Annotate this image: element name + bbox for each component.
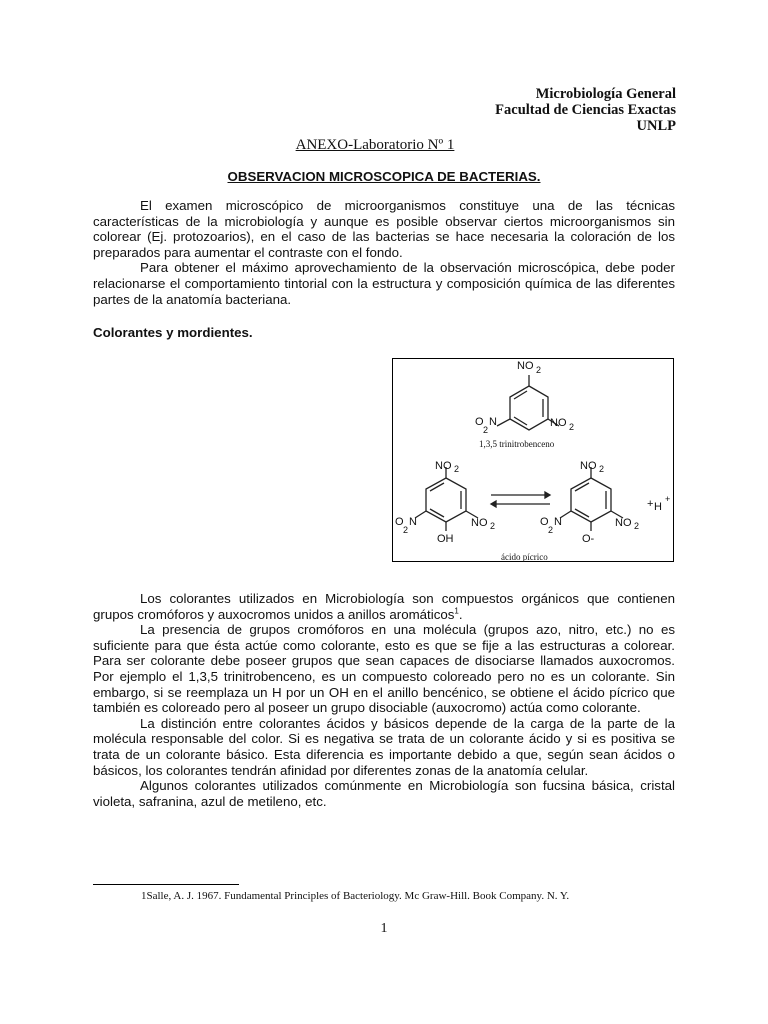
- body-paragraph-4: Algunos colorantes utilizados comúnmente en Microbiología son fucsina básica, cristal violeta, safranina, azul de metileno, etc.: [93, 778, 675, 809]
- top-right-no2-label: NO: [550, 417, 567, 429]
- svg-text:2: 2: [454, 464, 460, 474]
- svg-text:O: O: [395, 516, 404, 528]
- o-minus-label: O-: [582, 533, 595, 545]
- svg-text:2: 2: [490, 521, 496, 531]
- body-paragraph-3: La distinción entre colorantes ácidos y básicos depende de la carga de la parte de la molécula responsable del color. Si es negativa se trata de un colorante ácido y si es positiva se trata de un colorante básico. Esta diferencia es importante debido a que, según sean ácidos o básicos, los colorantes tendrán afinidad por diferentes zonas de la anatomía celular.: [93, 715, 675, 778]
- plus-sign: +: [647, 498, 654, 510]
- benzene-ring-right: [571, 478, 611, 522]
- svg-text:O: O: [540, 516, 549, 528]
- document-header: [495, 86, 676, 134]
- right-top-no2: NO: [580, 460, 597, 472]
- intro-paragraph-1: El examen microscópico de microorganismos constituye una de las técnicas características de la microbiología y aunque es posible observar ciertos microorganismos sin colorear (Ej. protozoarios), en el caso de las bacterias se hace necesaria la coloración de los preparados para aumentar el contraste con el fondo.: [93, 198, 675, 260]
- top-left-o: O: [475, 416, 484, 428]
- header-faculty: Facultad de Ciencias Exactas: [495, 102, 676, 118]
- header-course: Microbiología General: [535, 86, 676, 102]
- svg-text:2: 2: [599, 464, 605, 474]
- svg-text:N: N: [554, 516, 562, 528]
- body-paragraph-2: La presencia de grupos cromóforos en una molécula (grupos azo, nitro, etc.) no es suficiente para que ésta actúe como colorante, esto es que se fije a las estructuras a colorear. Para ser colorante debe poseer grupos que sean capaces de disociarse llamados auxocromos. Por ejemplo el 1,3,5 trinitrobenceno, es un compuesto coloreado pero no es un colorante. Sin embargo, si se reemplaza un H por un OH en el anillo bencénico, se obtiene el ácido pícrico que también es coloreado pero al poseer un grupo disociable (auxocromo) actúa como colorante.: [93, 622, 675, 716]
- h-label: H: [654, 501, 662, 513]
- equilibrium-arrows: [491, 492, 550, 507]
- top-no2-label: NO: [517, 360, 534, 372]
- footnote: 1Salle, A. J. 1967. Fundamental Principles of Bacteriology. Mc Graw-Hill. Book Company. N. Y.: [141, 890, 570, 902]
- annex-label: ANEXO-Laboratorio Nº 1: [295, 137, 455, 153]
- svg-text:N: N: [489, 416, 497, 428]
- left-right-no2: NO: [471, 517, 488, 529]
- intro-paragraph-2: Para obtener el máximo aprovechamiento de la observación microscópica, debe poder relacionarse el comportamiento tintorial con la estructura y composición química de las diferentes partes de la anatomía bacteriana.: [93, 260, 675, 307]
- svg-text:2: 2: [536, 365, 542, 375]
- annex-heading: [0, 137, 768, 154]
- svg-text:2: 2: [548, 525, 554, 535]
- body-paragraph-1: Los colorantes utilizados en Microbiología son compuestos orgánicos que contienen grupos cromóforos y auxocromos unidos a anillos aromáticos$^1$.: [93, 591, 675, 622]
- body-section: [93, 591, 675, 809]
- page-number: 1: [380, 921, 388, 936]
- intro-section: [93, 198, 675, 307]
- benzene-ring-left: [426, 478, 466, 522]
- svg-text:2: 2: [403, 525, 409, 535]
- h-plus-sup: +: [665, 494, 671, 504]
- right-right-no2: NO: [615, 517, 632, 529]
- svg-text:N: N: [409, 516, 417, 528]
- header-university: UNLP: [636, 118, 676, 134]
- document-title: OBSERVACION MICROSCOPICA DE BACTERIAS.: [227, 169, 541, 184]
- label-acido-picrico: ácido pícrico: [501, 552, 548, 562]
- svg-text:2: 2: [634, 521, 640, 531]
- svg-text:2: 2: [569, 422, 575, 432]
- section-heading-colorantes: Colorantes y mordientes.: [93, 325, 253, 340]
- benzene-ring-top: [510, 386, 548, 430]
- oh-label: OH: [437, 533, 454, 545]
- chemical-diagram: [393, 359, 675, 563]
- svg-text:2: 2: [483, 425, 489, 435]
- left-top-no2: NO: [435, 460, 452, 472]
- chemical-structures-figure: [392, 358, 674, 562]
- footnote-divider: [93, 884, 239, 885]
- label-trinitrobenceno: 1,3,5 trinitrobenceno: [479, 439, 555, 449]
